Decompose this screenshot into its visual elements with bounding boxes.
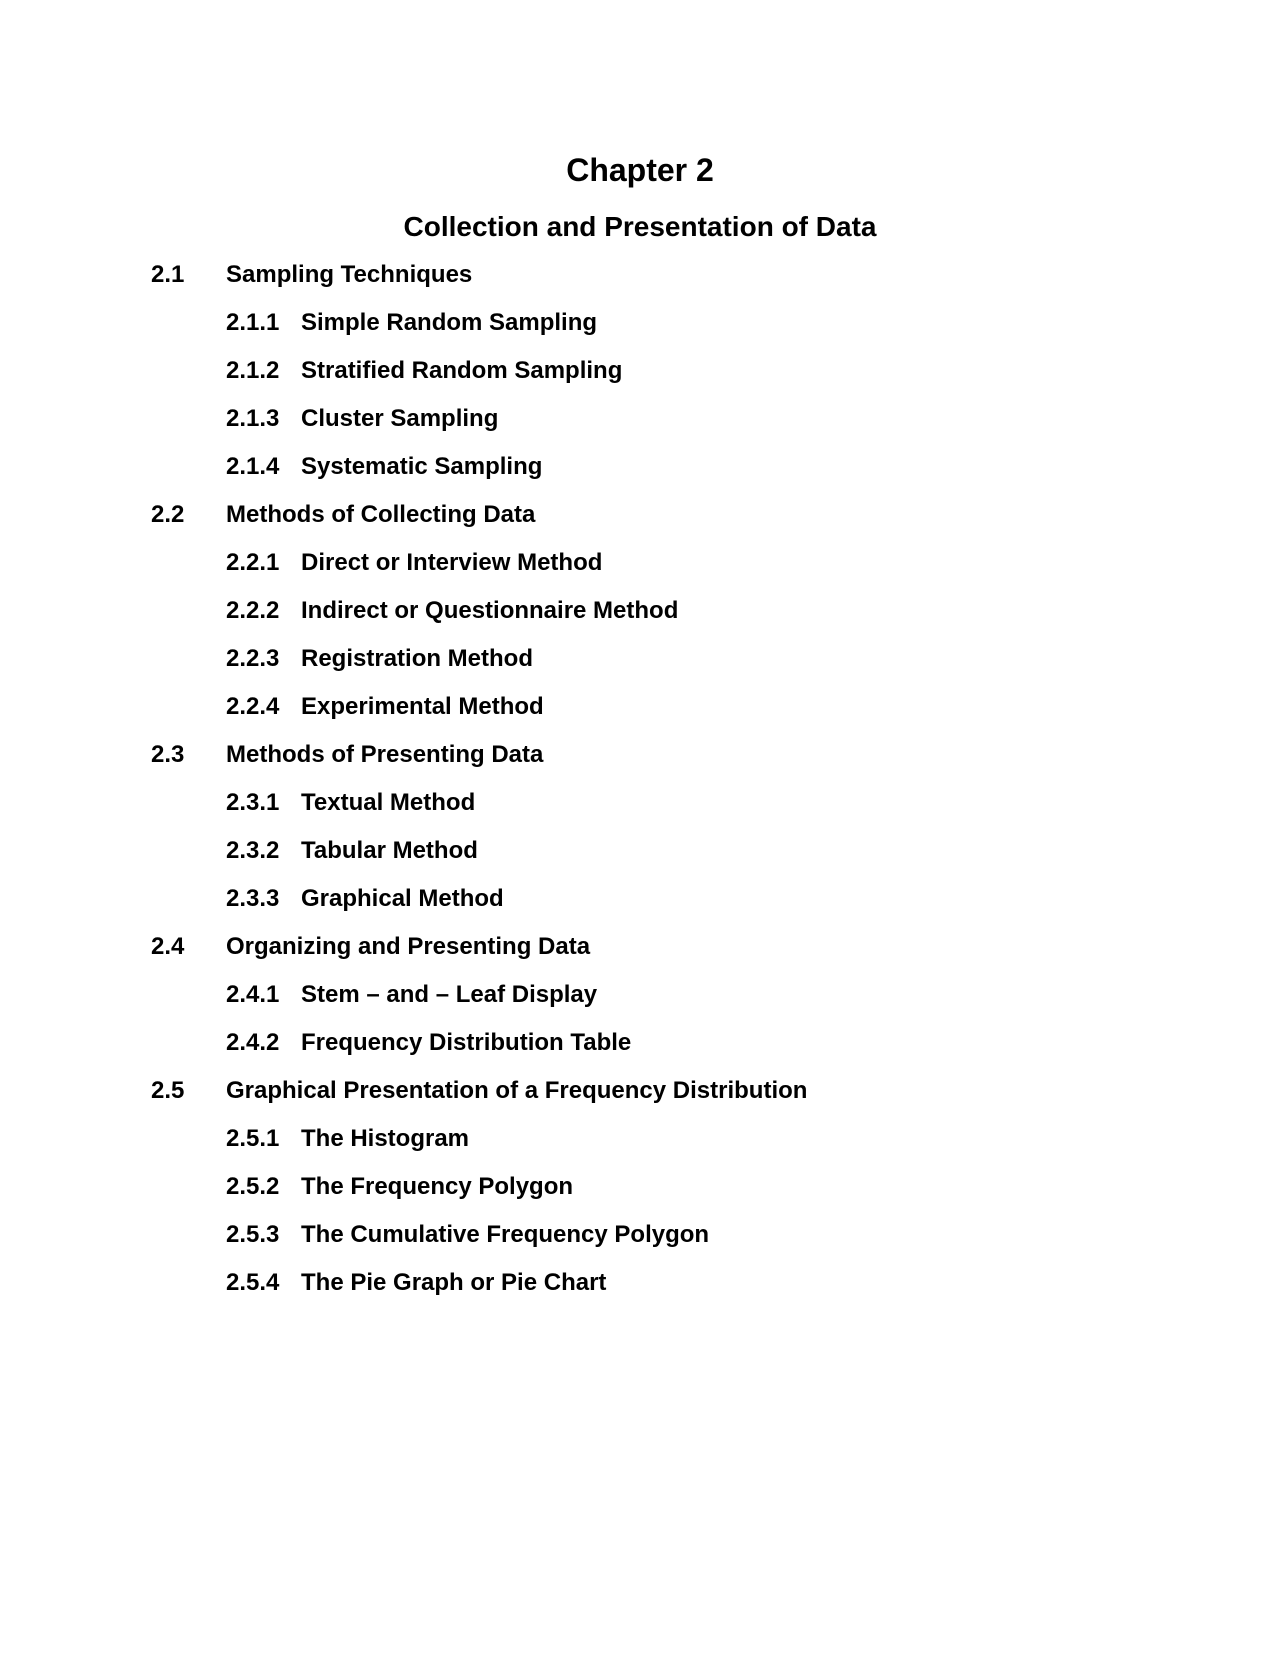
toc-entry-number: 2.5.4 — [226, 1269, 280, 1296]
toc-entry-title: Graphical Presentation of a Frequency Distribution — [226, 1077, 808, 1104]
toc-entry-number: 2.5.2 — [226, 1173, 280, 1200]
toc-subsection-entry — [0, 594, 1280, 642]
toc-subsection-entry — [0, 1218, 1280, 1266]
toc-entry-number: 2.1.2 — [226, 357, 280, 384]
toc-subsection-entry — [0, 1266, 1280, 1314]
toc-entry-number: 2.1.3 — [226, 405, 280, 432]
toc-entry-number: 2.2.3 — [226, 645, 280, 672]
toc-subsection-entry — [0, 978, 1280, 1026]
toc-subsection-entry — [0, 1122, 1280, 1170]
toc-entry-title: The Frequency Polygon — [301, 1173, 574, 1200]
toc-subsection-entry — [0, 1026, 1280, 1074]
toc-entry-title: Methods of Collecting Data — [226, 501, 536, 528]
toc-section-entry — [0, 738, 1280, 786]
toc-subsection-entry — [0, 306, 1280, 354]
toc-entry-number: 2.5.1 — [226, 1125, 280, 1152]
toc-subsection-entry — [0, 450, 1280, 498]
toc-entry-number: 2.2.2 — [226, 597, 280, 624]
toc-section-entry — [0, 498, 1280, 546]
chapter-title: Collection and Presentation of Data — [403, 211, 877, 242]
chapter-heading: Chapter 2 — [566, 152, 714, 188]
toc-entry-number: 2.5.3 — [226, 1221, 280, 1248]
toc-entry-title: Textual Method — [301, 789, 476, 816]
toc-section-entry — [0, 1074, 1280, 1122]
toc-entry-number: 2.3.1 — [226, 789, 280, 816]
toc-entry-number: 2.1.1 — [226, 309, 280, 336]
toc-entry-title: Registration Method — [301, 645, 533, 672]
toc-entry-number: 2.3.2 — [226, 837, 280, 864]
toc-entry-title: Tabular Method — [301, 837, 478, 864]
toc-entry-number: 2.4.1 — [226, 981, 280, 1008]
toc-entry-number: 2.2 — [151, 501, 185, 528]
toc-subsection-entry — [0, 786, 1280, 834]
toc-entry-title: The Cumulative Frequency Polygon — [301, 1221, 710, 1248]
toc-entry-number: 2.5 — [151, 1077, 185, 1104]
toc-entry-title: Indirect or Questionnaire Method — [301, 597, 679, 624]
toc-entry-title: Stem – and – Leaf Display — [301, 981, 598, 1008]
toc-subsection-entry — [0, 834, 1280, 882]
toc-subsection-entry — [0, 354, 1280, 402]
toc-entry-title: Experimental Method — [301, 693, 544, 720]
toc-subsection-entry — [0, 1170, 1280, 1218]
toc-entry-number: 2.3.3 — [226, 885, 280, 912]
toc-entry-title: Cluster Sampling — [301, 405, 499, 432]
toc-entry-title: The Pie Graph or Pie Chart — [301, 1269, 607, 1296]
toc-entry-number: 2.3 — [151, 741, 185, 768]
toc-entry-title: Stratified Random Sampling — [301, 357, 623, 384]
toc-subsection-entry — [0, 402, 1280, 450]
toc-entry-number: 2.2.1 — [226, 549, 280, 576]
toc-entry-title: Sampling Techniques — [226, 261, 473, 288]
toc-entry-title: Systematic Sampling — [301, 453, 543, 480]
toc-entry-title: The Histogram — [301, 1125, 470, 1152]
toc-subsection-entry — [0, 642, 1280, 690]
table-of-contents — [0, 258, 1280, 1314]
toc-subsection-entry — [0, 546, 1280, 594]
toc-subsection-entry — [0, 690, 1280, 738]
toc-section-entry — [0, 930, 1280, 978]
toc-entry-title: Organizing and Presenting Data — [226, 933, 591, 960]
toc-entry-title: Simple Random Sampling — [301, 309, 598, 336]
toc-subsection-entry — [0, 882, 1280, 930]
toc-entry-number: 2.1.4 — [226, 453, 280, 480]
toc-entry-title: Methods of Presenting Data — [226, 741, 544, 768]
toc-section-entry — [0, 258, 1280, 306]
toc-entry-title: Frequency Distribution Table — [301, 1029, 632, 1056]
toc-entry-title: Direct or Interview Method — [301, 549, 603, 576]
toc-entry-number: 2.2.4 — [226, 693, 280, 720]
toc-entry-number: 2.1 — [151, 261, 185, 288]
toc-entry-title: Graphical Method — [301, 885, 504, 912]
toc-entry-number: 2.4.2 — [226, 1029, 280, 1056]
toc-entry-number: 2.4 — [151, 933, 185, 960]
